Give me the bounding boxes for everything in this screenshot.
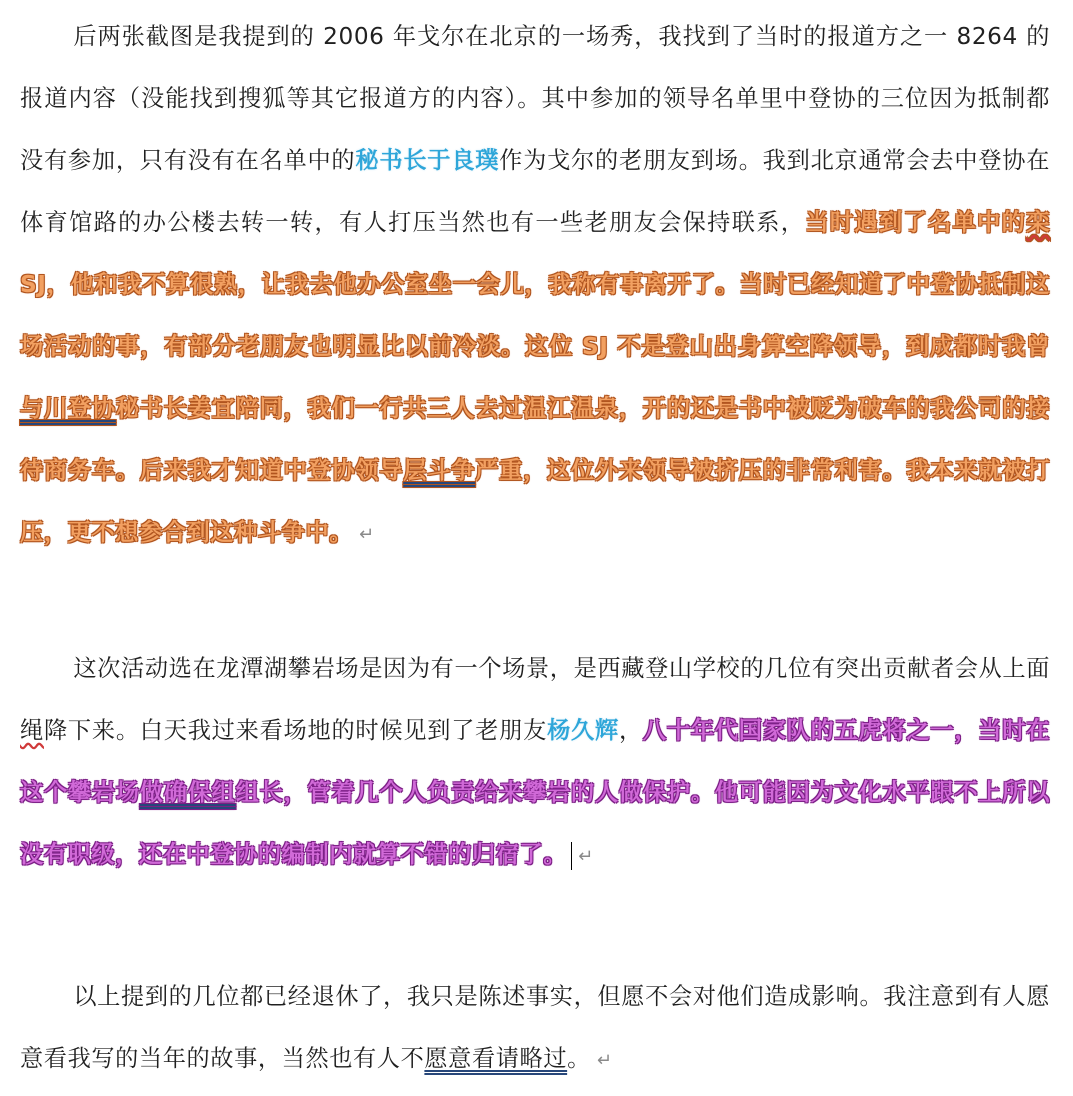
p3-text-b: 。 — [567, 1045, 591, 1072]
p2-text-c: ， — [618, 717, 643, 744]
highlight-name-yang-jiuhui: 杨久辉 — [547, 717, 619, 744]
p2-text-a: 这次活动选在龙潭湖攀岩场是因为有一个场景，是西藏登山学校的几位有突出贡献者会从上面 — [73, 655, 1050, 682]
purple-text-b: 组长，管着几个人负责给来攀岩的人做保护。他可能因为文化水平跟不上所以没有职级，还在中登协的编制内就算不错的归宿了。 — [20, 779, 1050, 868]
p2-text-b: 降下来。白天我过来看场地的时候见到了老朋友 — [43, 717, 548, 744]
p1-text-a: 后两张截图是我提到的 2006 年戈尔在北京的一场秀，我找到了当时的报道方之一 8264 的报道内容（没能找到搜狐等其它报道方的内容）。其中参加的领导名单里中登协的三位因为抵制都没有参加，只有没有在名单中的 — [20, 23, 1050, 174]
purple-text-zuo: 做确保组 — [139, 779, 236, 806]
text-cursor — [571, 842, 572, 870]
orange-text-c: 秘书长姜宜陪同，我们一行共三人去过温江温泉，开的还是书中被贬为破车的我公司的接待商务车。后来我才知道中登协领导 — [20, 395, 1050, 484]
paragraph-mark-icon: ↵ — [578, 846, 594, 867]
paragraph-mark-icon: ↵ — [596, 1050, 613, 1071]
orange-text-a: 当时遇到了名单中的 — [805, 209, 1027, 236]
paragraph-1 — [20, 6, 1050, 566]
paragraph-2 — [20, 638, 1050, 888]
highlight-name-yu-liangpu: 秘书长于良璞 — [355, 147, 500, 174]
p1-text-b: 作为戈尔的老朋友到场。我到北京通常会去中登协在体育馆路的办公楼去转一转，有人打压当然也有一些老朋友会保持联系， — [20, 147, 1050, 236]
orange-text-ceng: 层斗争 — [403, 457, 476, 484]
purple-text-a: 八十年代国家队的五虎将之一，当时在这个攀岩场 — [20, 717, 1050, 806]
paragraph-3 — [20, 966, 1050, 1092]
orange-text-b: SJ，他和我不算很熟，让我去他办公室坐一会儿，我称有事离开了。当时已经知道了中登协抵制这场活动的事，有部分老朋友也明显比以前冷淡。这位 SJ 不是登山出身算空降领导，到成都时我曾 — [20, 271, 1050, 360]
paragraph-mark-icon: ↵ — [359, 524, 375, 545]
p3-text-a: 以上提到的几位都已经退休了，我只是陈述事实，但愿不会对他们造成影响。我注意到有人愿意看我写的当年的故事，当然也有人不 — [20, 983, 1050, 1072]
orange-text-luan: 栾 — [1026, 209, 1050, 236]
p2-text-sheng: 绳 — [20, 717, 44, 744]
p3-text-yuan: 愿意看请略过 — [424, 1045, 568, 1072]
orange-text-sichuan: 与川登协 — [20, 395, 116, 422]
orange-text-d: 严重，这位外来领导被挤压的非常利害。我本来就被打压，更不想参合到这种斗争中。 — [20, 457, 1050, 546]
